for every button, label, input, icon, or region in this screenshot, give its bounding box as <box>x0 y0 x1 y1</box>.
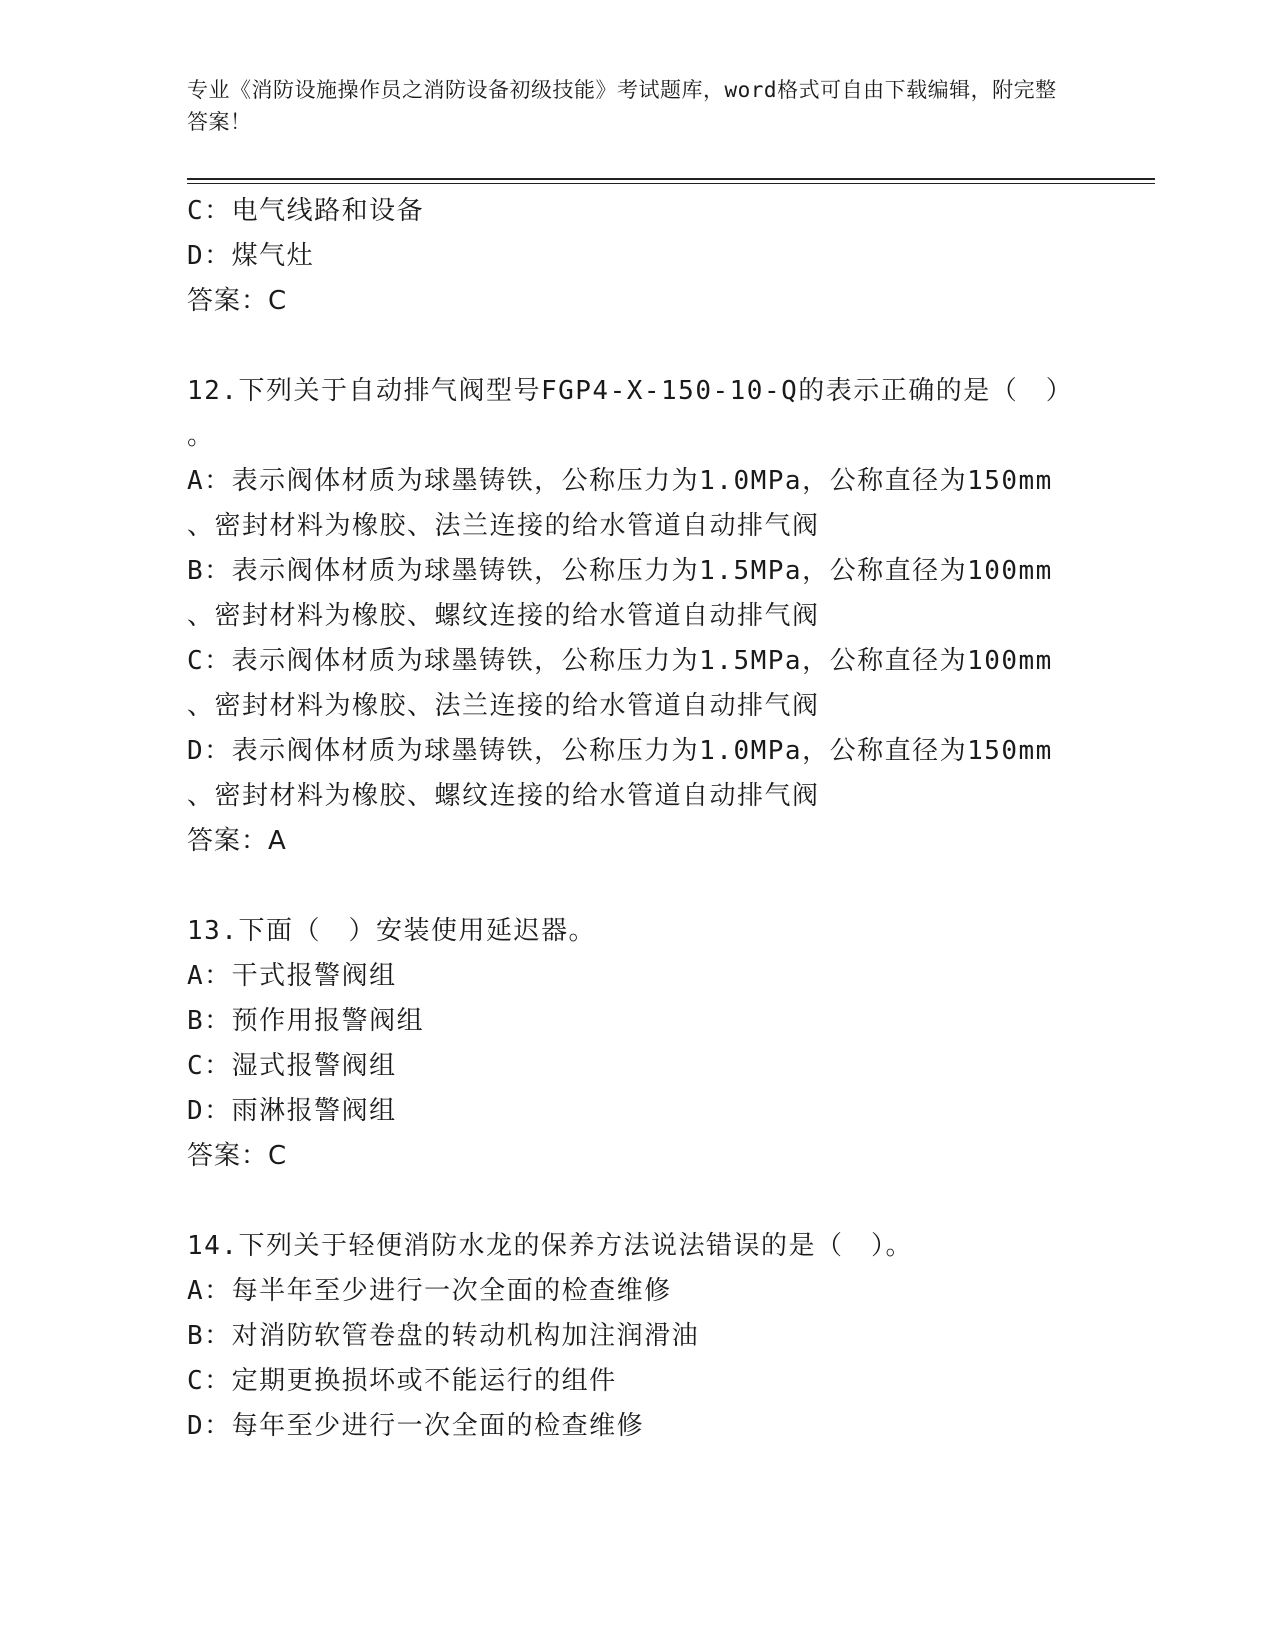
q12-option-d-cont: 、密封材料为橡胶、螺纹连接的给水管道自动排气阀 <box>187 781 820 811</box>
q13-answer: 答案：C <box>187 1141 288 1171</box>
q14-option-a: A：每半年至少进行一次全面的检查维修 <box>187 1276 672 1306</box>
q13-option-d: D：雨淋报警阀组 <box>187 1096 397 1126</box>
header-rule-thin <box>187 183 1155 184</box>
q12-option-b: B：表示阀体材质为球墨铸铁，公称压力为1.5MPa，公称直径为100mm <box>187 556 1053 586</box>
q12-option-c-cont: 、密封材料为橡胶、法兰连接的给水管道自动排气阀 <box>187 691 820 721</box>
q11-option-c: C：电气线路和设备 <box>187 196 425 226</box>
document-header: 专业《消防设施操作员之消防设备初级技能》考试题库，word格式可自由下载编辑，附完整答案！ <box>187 78 1057 134</box>
q11-option-d: D：煤气灶 <box>187 241 315 271</box>
q12-option-a-cont: 、密封材料为橡胶、法兰连接的给水管道自动排气阀 <box>187 511 820 541</box>
q12-option-c: C：表示阀体材质为球墨铸铁，公称压力为1.5MPa，公称直径为100mm <box>187 646 1053 676</box>
q14-option-d: D：每年至少进行一次全面的检查维修 <box>187 1411 645 1441</box>
q12-stem-cont: 。 <box>187 421 215 451</box>
q13-stem: 13.下面（ ）安装使用延迟器。 <box>187 916 596 946</box>
header-rule-thick <box>187 178 1155 180</box>
q14-option-c: C：定期更换损坏或不能运行的组件 <box>187 1366 617 1396</box>
q13-option-a: A：干式报警阀组 <box>187 961 397 991</box>
q12-option-b-cont: 、密封材料为橡胶、螺纹连接的给水管道自动排气阀 <box>187 601 820 631</box>
q14-stem: 14.下列关于轻便消防水龙的保养方法说法错误的是（ ）。 <box>187 1231 913 1261</box>
q13-option-c: C：湿式报警阀组 <box>187 1051 397 1081</box>
q14-option-b: B：对消防软管卷盘的转动机构加注润滑油 <box>187 1321 700 1351</box>
q12-stem: 12.下列关于自动排气阀型号FGP4-X-150-10-Q的表示正确的是（ ） <box>187 376 1074 406</box>
q11-answer: 答案：C <box>187 286 288 316</box>
q12-option-d: D：表示阀体材质为球墨铸铁，公称压力为1.0MPa，公称直径为150mm <box>187 736 1053 766</box>
q12-answer: 答案：A <box>187 826 287 856</box>
q13-option-b: B：预作用报警阀组 <box>187 1006 425 1036</box>
q12-option-a: A：表示阀体材质为球墨铸铁，公称压力为1.0MPa，公称直径为150mm <box>187 466 1053 496</box>
